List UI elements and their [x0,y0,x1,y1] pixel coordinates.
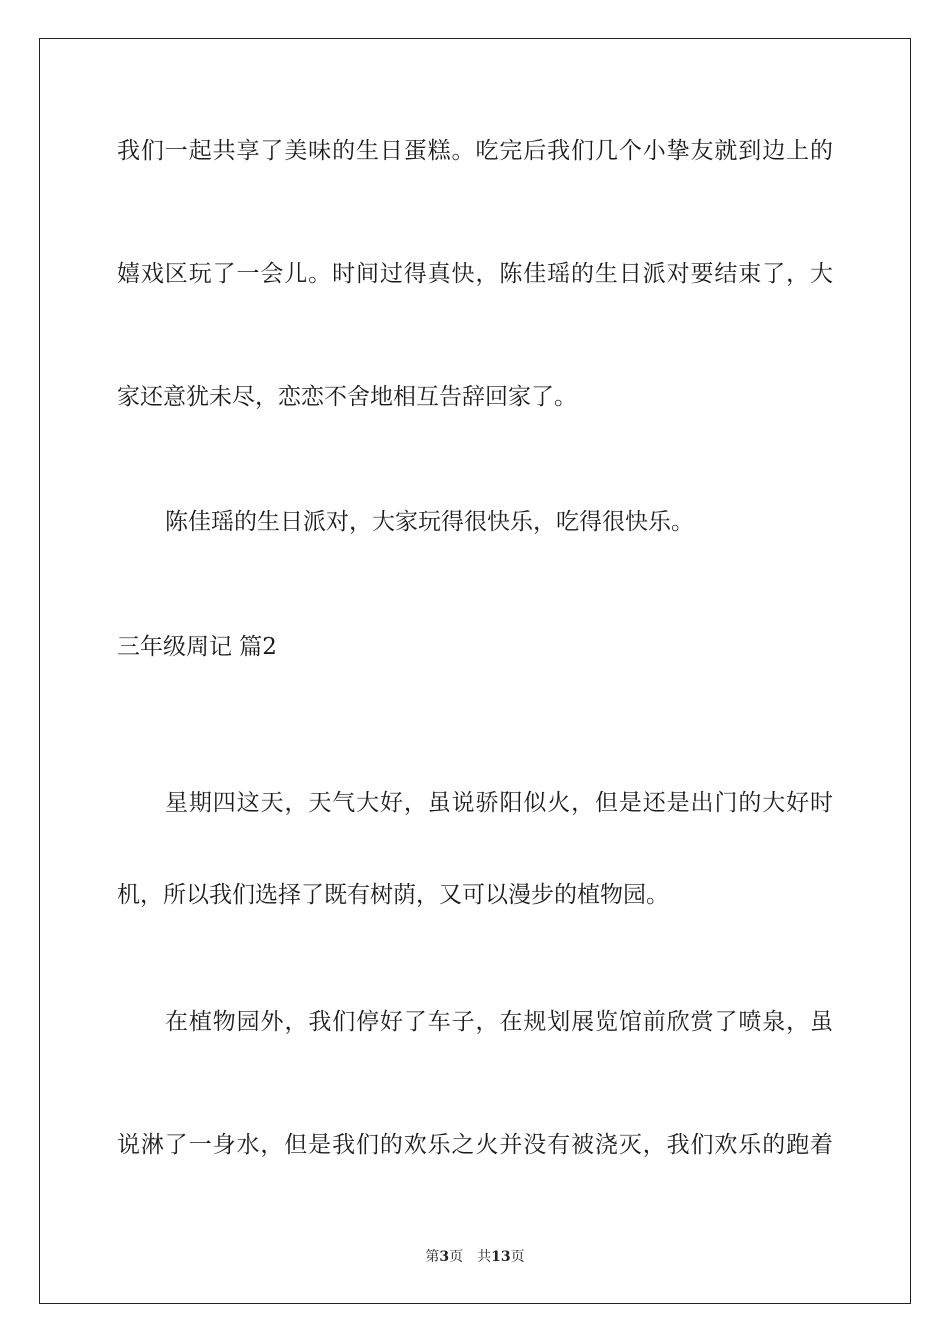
footer-total-suffix: 页 [510,1249,525,1265]
section-heading: 三年级周记 篇2 [117,634,277,660]
text-line-6: 星期四这天，天气大好，虽说骄阳似火，但是还是出门的大好时 [165,790,833,816]
text-line-9: 说淋了一身水，但是我们的欢乐之火并没有被浇灭，我们欢乐的跑着 [117,1132,833,1158]
footer-total-pages: 13 [491,1249,511,1265]
page-footer [0,1247,950,1267]
text-line-3: 家还意犹未尽，恋恋不舍地相互告辞回家了。 [117,384,577,410]
text-line-8: 在植物园外，我们停好了车子，在规划展览馆前欣赏了喷泉，虽 [165,1009,833,1035]
footer-total-prefix: 共 [477,1249,492,1265]
footer-page-number: 3 [439,1249,450,1265]
footer-page-suffix: 页 [449,1249,464,1265]
text-line-7: 机，所以我们选择了既有树荫，又可以漫步的植物园。 [117,882,669,908]
footer-page-prefix: 第 [425,1249,440,1265]
text-line-2: 嬉戏区玩了一会儿。时间过得真快，陈佳瑶的生日派对要结束了，大 [117,261,833,287]
text-line-4: 陈佳瑶的生日派对，大家玩得很快乐，吃得很快乐。 [165,509,694,535]
text-line-1: 我们一起共享了美味的生日蛋糕。吃完后我们几个小挚友就到边上的 [117,138,833,164]
page-frame [39,38,911,1304]
